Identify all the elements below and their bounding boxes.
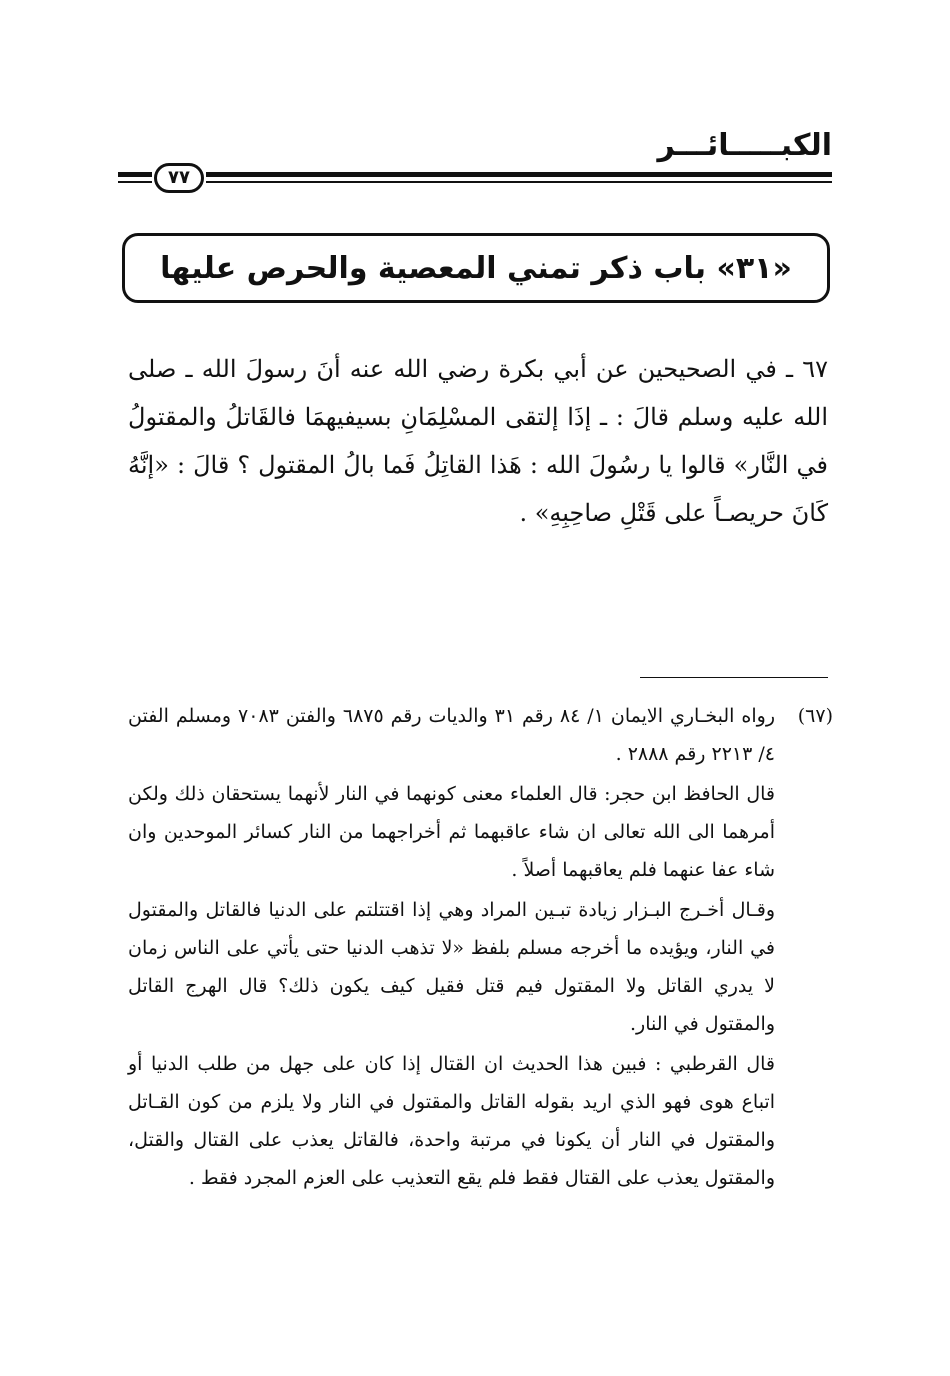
header-rule-thin: [206, 181, 832, 183]
footnote-entry: [128, 697, 833, 1197]
footnote-paragraph-bazzar: وقـال أخـرج البـزار زيادة تبـين المراد وهي إذا اقتتلتم على الدنيا فالقاتل والمقتول في النار، ويؤيده ما أخرجه مسلم بلفظ «لا تذهب الدنيا حتى يأتي على الناس زمان لا يدري القاتل ولا المقتول فيم قتل فقيل كيف يكون ذلك؟ قال الهرج القاتل والمقتول في النار.: [128, 899, 775, 1035]
hadith-text: [128, 345, 828, 537]
header-rule-thick: [206, 172, 832, 177]
chapter-title: «٣١» باب ذكر تمني المعصية والحرص عليها: [160, 250, 792, 286]
chapter-heading-box: [122, 233, 830, 303]
footnote-separator: [640, 677, 828, 678]
footnote-paragraph-qurtubi: قال القرطبي : فبين هذا الحديث ان القتال إذا كان على جهل من طلب الدنيا أو اتباع هوى فهو الذي اريد بقوله القاتل والمقتول في النار ولا يلزم من كون القـاتل والمقتول في النار أن يكونا في مرتبة واحدة، فالقاتل يعذب على القتال والقتل، والمقتول يعذب على القتال فقط فلم يقع التعذيب على العزم المجرد فقط .: [128, 1053, 775, 1189]
footnote-number: (٦٧): [797, 705, 833, 727]
header-rule-left-thick: [118, 172, 152, 177]
hadith-paragraph: ٦٧ ـ في الصحيحين عن أبي بكرة رضي الله عنه أنَ رسولَ الله ـ صلى الله عليه وسلم قالَ : ـ إذَا إلتقى المسْلِمَانِ بسيفيهمَا فالقَاتلُ والمقتولُ في النَّار» قالوا يا رسُولَ الله : هَذا القاتِلُ فَما بالُ المقتول ؟ قالَ : «إنَّهُ كَانَ حريصـاً على قَتْلِ صاحِبِهِ» .: [128, 355, 828, 527]
footnote-body: [128, 697, 775, 1197]
footnotes: [128, 697, 833, 1197]
footnote-source: رواه البخـاري الايمان ١/ ٨٤ رقم ٣١ والديات رقم ٦٨٧٥ والفتن ٧٠٨٣ ومسلم الفتن ٤/ ٢٢١٣ رقم ٢٨٨٨ .: [128, 705, 775, 765]
running-header-title: الكبـــــائـــر: [657, 128, 832, 163]
header-rule-left-thin: [118, 181, 152, 183]
footnote-paragraph-ibn-hajar: قال الحافظ ابن حجر: قال العلماء معنى كونهما في النار لأنهما يستحقان ذلك ولكن أمرهما الى الله تعالى ان شاء عاقبهما ثم أخراجهما من النار كسائر الموحدين وان شاء عفا عنهما فلم يعاقبهما أصلاً .: [128, 783, 775, 881]
page-number: ٧٧: [154, 163, 204, 193]
